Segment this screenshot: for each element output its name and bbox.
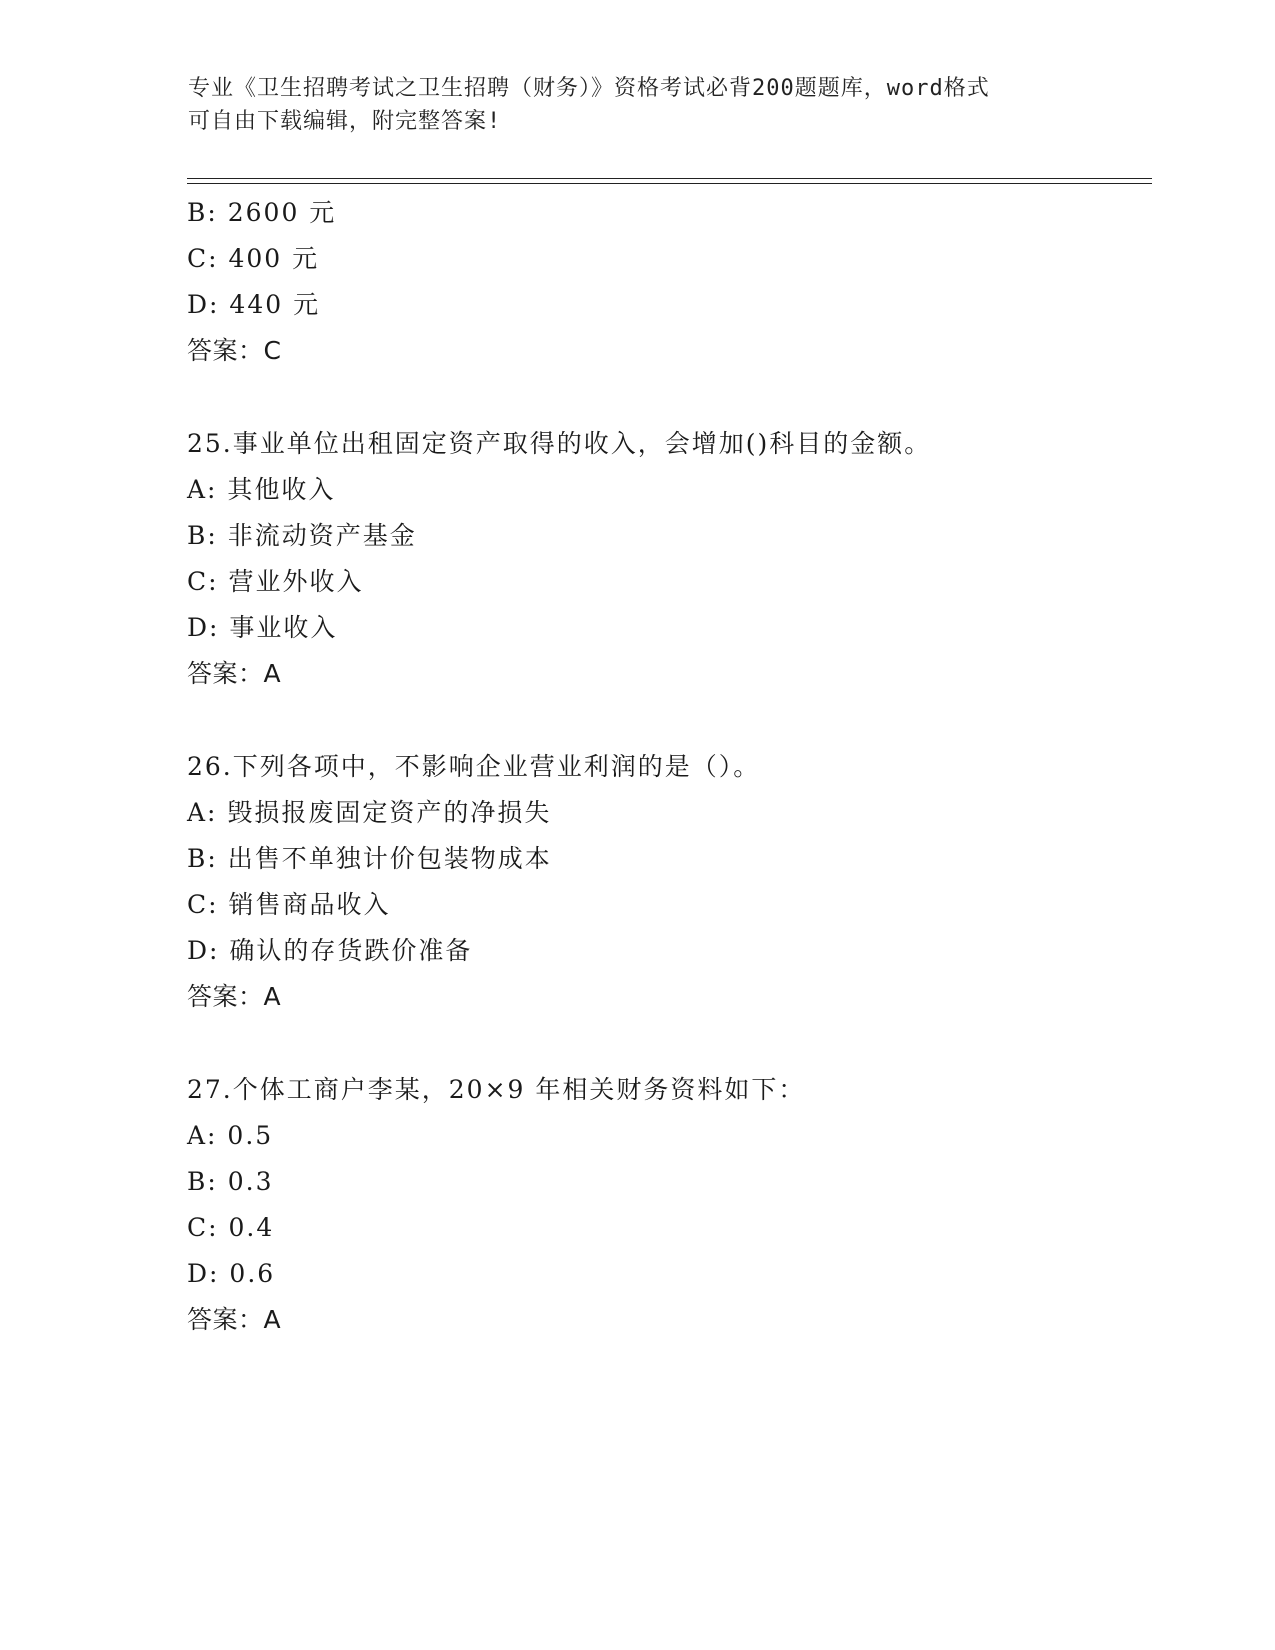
option-c: C: 0.4	[187, 1213, 275, 1242]
option-d: D: 确认的存货跌价准备	[187, 936, 473, 965]
answer-line: 答案：A	[187, 1305, 282, 1334]
question-content	[187, 190, 1147, 1343]
question-text: 26.下列各项中，不影响企业营业利润的是（）。	[187, 752, 761, 781]
spacer	[187, 697, 1147, 744]
question-block-26	[187, 744, 1147, 1020]
option-d: D: 事业收入	[187, 613, 338, 642]
option-b: B: 2600 元	[187, 198, 337, 227]
question-block-25	[187, 421, 1147, 697]
header-title-line-2: 可自由下载编辑，附完整答案!	[188, 109, 502, 134]
option-b: B: 非流动资产基金	[187, 521, 417, 550]
question-text: 27.个体工商户李某，20×9 年相关财务资料如下：	[187, 1075, 806, 1104]
spacer	[187, 1020, 1147, 1067]
option-a: A: 其他收入	[187, 475, 336, 504]
option-a: A: 毁损报废固定资产的净损失	[187, 798, 552, 827]
option-b: B: 0.3	[187, 1167, 274, 1196]
option-d: D: 0.6	[187, 1259, 276, 1288]
spacer	[187, 374, 1147, 421]
option-b: B: 出售不单独计价包装物成本	[187, 844, 552, 873]
header-title-line-1: 专业《卫生招聘考试之卫生招聘（财务）》资格考试必背200题题库，word格式	[188, 76, 990, 101]
document-header	[188, 72, 1088, 138]
option-a: A: 0.5	[187, 1121, 274, 1150]
question-text: 25.事业单位出租固定资产取得的收入，会增加()科目的金额。	[187, 429, 932, 458]
question-block-24	[187, 190, 1147, 374]
answer-line: 答案：A	[187, 982, 282, 1011]
option-c: C: 销售商品收入	[187, 890, 391, 919]
answer-line: 答案：C	[187, 336, 282, 365]
header-divider-bottom	[187, 183, 1152, 184]
question-block-27	[187, 1067, 1147, 1343]
option-c: C: 营业外收入	[187, 567, 364, 596]
answer-line: 答案：A	[187, 659, 282, 688]
header-divider-top	[187, 178, 1152, 179]
option-d: D: 440 元	[187, 290, 321, 319]
option-c: C: 400 元	[187, 244, 320, 273]
